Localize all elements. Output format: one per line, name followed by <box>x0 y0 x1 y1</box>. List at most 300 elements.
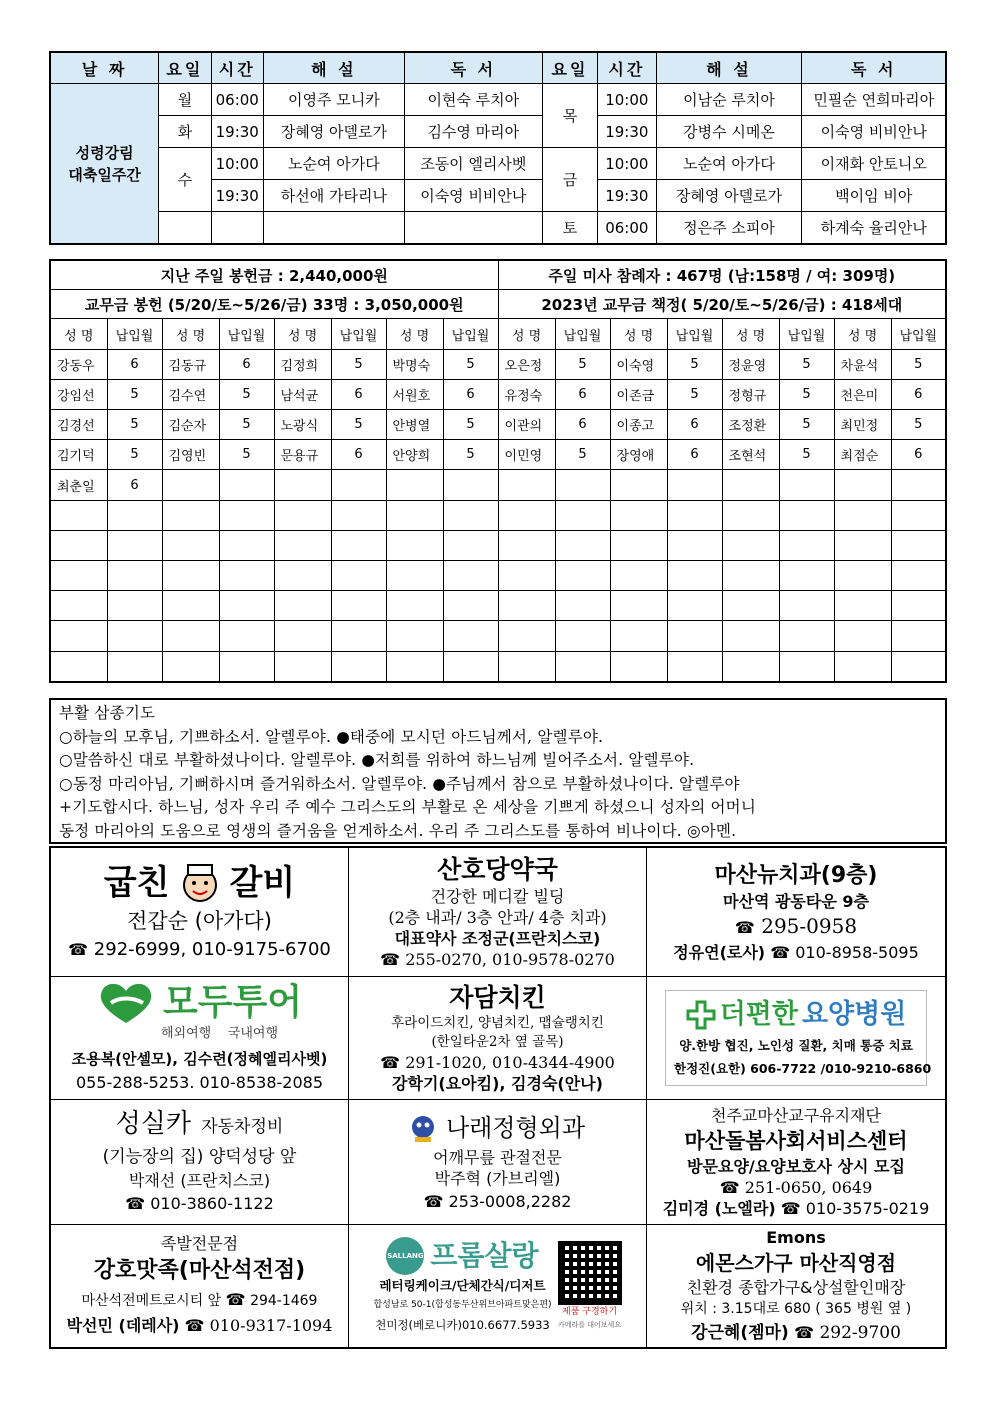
member-name <box>386 621 443 651</box>
paid-month <box>891 500 946 530</box>
member-name <box>274 500 331 530</box>
chicken-phone-line <box>380 1052 615 1073</box>
galbi-owner: 전갑순 (아가다) <box>127 909 272 933</box>
member-name <box>386 651 443 682</box>
chicken-menu: 후라이드치킨, 양념치킨, 맵슐랭치킨 <box>391 1015 604 1031</box>
member-name <box>50 500 107 530</box>
paid-month <box>779 530 834 560</box>
paid-month: 5 <box>667 379 722 409</box>
paid-month <box>331 470 386 500</box>
member-name: 조현석 <box>722 440 779 470</box>
care-phone-line <box>720 1177 873 1198</box>
member-name <box>50 530 107 560</box>
reading-cell: 김수영 마리아 <box>404 116 542 148</box>
ad-orthopedics <box>349 1100 647 1225</box>
phone-icon: ☎ <box>770 943 791 962</box>
member-name <box>498 621 555 651</box>
prayer-title: 부활 삼종기도 <box>59 704 156 722</box>
member-name: 문용규 <box>274 440 331 470</box>
jokbal-location-phone: 294-1469 <box>250 1293 318 1309</box>
offering-table <box>49 259 947 683</box>
paid-month <box>555 591 610 621</box>
paid-month <box>219 561 274 591</box>
ad-sallang <box>349 1225 647 1347</box>
phone-icon: ☎ <box>380 1053 401 1072</box>
header-date: 날 짜 <box>50 52 159 84</box>
member-name <box>834 530 891 560</box>
ad-pharmacy <box>349 848 647 977</box>
mascot-icon <box>410 1113 436 1143</box>
phone-icon: ☎ <box>225 1290 246 1309</box>
column-header-name: 성 명 <box>722 319 779 349</box>
paid-month <box>779 591 834 621</box>
table-row <box>50 410 946 440</box>
ortho-name: 나래정형외과 <box>445 1114 586 1142</box>
paid-month <box>107 651 162 682</box>
galbi-phone: 292-6999, 010-9175-6700 <box>93 939 331 960</box>
paid-month: 6 <box>555 410 610 440</box>
emons-phone-line <box>691 1320 901 1346</box>
member-name <box>834 651 891 682</box>
paid-month: 6 <box>891 440 946 470</box>
paid-month <box>219 591 274 621</box>
sallang-contact: 천미정(베로니카)010.6677.5933 <box>375 1318 550 1332</box>
paid-month <box>331 591 386 621</box>
paid-month <box>779 561 834 591</box>
reading-cell: 이숙영 비비안나 <box>404 180 542 212</box>
paid-month <box>443 530 498 560</box>
phone-icon: ☎ <box>423 1192 444 1211</box>
member-name <box>610 561 667 591</box>
column-header-name: 성 명 <box>386 319 443 349</box>
member-name: 조정환 <box>722 410 779 440</box>
heart-logo-icon <box>97 981 155 1025</box>
column-header-month: 납입월 <box>667 319 722 349</box>
dental-contact-phone: 010-8958-5095 <box>795 943 919 962</box>
member-name: 안양희 <box>386 440 443 470</box>
paid-month <box>555 470 610 500</box>
prayer-line: ○동정 마리아님, 기뻐하시며 즐거워하소서. 알렐루야. ●주님께서 참으로 부활하셨나이다. 알렐루야 <box>59 774 740 793</box>
sallang-qr-block <box>558 1241 622 1331</box>
pharmacy-phone: 255-0270, 010-9578-0270 <box>405 950 615 969</box>
header-time: 시간 <box>211 52 263 84</box>
paid-month: 6 <box>107 470 162 500</box>
jokbal-location: 마산석전메트로시티 앞 <box>81 1293 222 1309</box>
header-day: 요일 <box>159 52 211 84</box>
modutour-subtitle <box>161 1025 278 1043</box>
member-name <box>162 591 219 621</box>
medical-cross-icon <box>686 1000 716 1030</box>
paid-month: 5 <box>667 349 722 379</box>
time-cell: 10:00 <box>211 148 263 180</box>
care-contact-line <box>663 1198 930 1219</box>
paid-month: 6 <box>891 379 946 409</box>
member-name <box>162 651 219 682</box>
table-row <box>50 379 946 409</box>
member-name: 김수연 <box>162 379 219 409</box>
modutour-sub: 해외여행 <box>161 1026 212 1041</box>
member-name: 이관의 <box>498 410 555 440</box>
sallang-info <box>373 1236 551 1336</box>
time-cell: 10:00 <box>598 84 656 116</box>
care-organization: 천주교마산교구유지재단 <box>710 1106 882 1125</box>
modutour-people: 조용복(안셀모), 김수련(정혜엘리사벳) <box>71 1050 328 1068</box>
member-name <box>834 621 891 651</box>
time-cell: 10:00 <box>598 148 656 180</box>
member-name: 김정희 <box>274 349 331 379</box>
paid-month <box>107 621 162 651</box>
member-name <box>722 621 779 651</box>
column-header-name: 성 명 <box>498 319 555 349</box>
day-cell: 토 <box>542 212 597 245</box>
time-cell: 06:00 <box>211 84 263 116</box>
ortho-phone-line <box>424 1189 572 1215</box>
commentary-cell: 정은주 소피아 <box>656 212 802 245</box>
paid-month: 5 <box>331 349 386 379</box>
paid-month <box>107 530 162 560</box>
column-header-month: 납입월 <box>891 319 946 349</box>
paid-month <box>107 561 162 591</box>
car-owner: 박재선 (프란치스코) <box>128 1171 271 1190</box>
galbi-logo-text: 갈비 <box>229 863 296 903</box>
mass-attendance: 주일 미사 참례자 : 467명 (남:158명 / 여: 309명) <box>498 260 946 290</box>
column-header-month: 납입월 <box>443 319 498 349</box>
member-name: 최민정 <box>834 410 891 440</box>
chicken-location: (한일타운2차 옆 골목) <box>431 1034 564 1050</box>
member-name: 김경선 <box>50 410 107 440</box>
member-name <box>834 591 891 621</box>
paid-month: 5 <box>107 379 162 409</box>
column-header-month: 납입월 <box>555 319 610 349</box>
member-name <box>498 591 555 621</box>
member-name <box>50 621 107 651</box>
pharmacy-name: 산호당약국 <box>437 855 558 884</box>
table-row <box>50 621 946 651</box>
table-row <box>50 530 946 560</box>
modutour-phone: 055-288-5253. 010-8538-2085 <box>75 1073 324 1092</box>
dental-phone-line <box>735 912 857 942</box>
paid-month <box>667 561 722 591</box>
paid-month <box>331 530 386 560</box>
commentary-cell <box>263 212 404 245</box>
member-name: 강동우 <box>50 349 107 379</box>
ad-modutour <box>51 977 349 1100</box>
paid-month <box>667 530 722 560</box>
paid-month: 5 <box>779 379 834 409</box>
dental-location: 마산역 광동타운 9층 <box>723 892 869 911</box>
paid-month: 6 <box>667 440 722 470</box>
qr-label: 제품 구경하기 <box>562 1307 618 1317</box>
ad-dental <box>647 848 945 977</box>
reading-cell: 이재화 안토니오 <box>802 148 946 180</box>
hospital-description: 양.한방 협진, 노인성 질환, 치매 통증 치료 <box>679 1038 913 1053</box>
pharmacy-floors: (2층 내과/ 3층 안과/ 4층 치과) <box>388 908 607 927</box>
ad-emons <box>647 1225 945 1347</box>
care-phone: 251-0650, 0649 <box>744 1178 873 1197</box>
column-header-month: 납입월 <box>779 319 834 349</box>
jokbal-name: 강호맛족(마산석전점) <box>93 1258 306 1283</box>
day-cell: 화 <box>159 116 211 148</box>
member-name <box>386 561 443 591</box>
hospital-name-a: 더편한 <box>719 999 798 1030</box>
paid-month <box>443 591 498 621</box>
day-cell <box>159 212 211 245</box>
pharmacy-representative: 대표약사 조정군(프란치스코) <box>394 929 601 948</box>
member-name <box>610 651 667 682</box>
member-name: 차윤석 <box>834 349 891 379</box>
paid-month: 5 <box>443 410 498 440</box>
ortho-doctor: 박주혁 (가브리엘) <box>434 1169 561 1188</box>
time-cell: 19:30 <box>598 116 656 148</box>
member-name <box>162 470 219 500</box>
member-name <box>498 470 555 500</box>
commentary-cell: 이남순 루치아 <box>656 84 802 116</box>
table-row <box>50 591 946 621</box>
paid-month: 6 <box>331 379 386 409</box>
member-name <box>274 591 331 621</box>
member-name <box>722 561 779 591</box>
paid-month: 6 <box>555 379 610 409</box>
prayer-line: ○말씀하신 대로 부활하셨나이다. 알렐루야. ●저희를 위하여 하느님께 빌어주소서. 알렐루야. <box>59 751 695 769</box>
header-time: 시간 <box>598 52 656 84</box>
ortho-description: 어깨무릎 관절전문 <box>433 1148 562 1167</box>
regina-caeli-prayer <box>49 698 947 844</box>
member-name: 김영빈 <box>162 440 219 470</box>
paid-month <box>891 651 946 682</box>
column-header-name: 성 명 <box>50 319 107 349</box>
dues-offering: 교무금 봉헌 (5/20/토~5/26/금) 33명 : 3,050,000원 <box>50 290 498 319</box>
paid-month: 5 <box>891 410 946 440</box>
paid-month <box>891 561 946 591</box>
paid-month <box>219 621 274 651</box>
paid-month: 5 <box>555 349 610 379</box>
modutour-logo <box>97 981 302 1025</box>
paid-month: 5 <box>891 349 946 379</box>
paid-month <box>555 561 610 591</box>
emons-location: 위치 : 3.15대로 680 ( 365 병원 옆 ) <box>680 1300 912 1317</box>
ortho-title <box>410 1109 585 1147</box>
header-commentary: 해 설 <box>263 52 404 84</box>
member-name <box>610 591 667 621</box>
paid-month: 5 <box>219 379 274 409</box>
sallang-address: 합성남로 50-1(합성동두산위브아파트맞은편) <box>373 1300 552 1310</box>
reading-cell: 이숙영 비비안나 <box>802 116 946 148</box>
member-name <box>274 530 331 560</box>
member-name <box>162 530 219 560</box>
paid-month: 6 <box>443 379 498 409</box>
member-name: 노광식 <box>274 410 331 440</box>
ad-care-center <box>647 1100 945 1225</box>
member-name <box>50 651 107 682</box>
paid-month <box>219 530 274 560</box>
member-name: 남석균 <box>274 379 331 409</box>
ad-jokbal <box>51 1225 349 1347</box>
sallang-badge: SALLANG <box>386 1237 424 1275</box>
prayer-line: ○하늘의 모후님, 기쁘하소서. 알렐루야. ●태중에 모시던 아드님께서, 알렐루야. <box>59 727 604 746</box>
commentary-cell: 노순여 아가다 <box>656 148 802 180</box>
paid-month <box>555 530 610 560</box>
column-header-month: 납입월 <box>107 319 162 349</box>
member-name <box>386 530 443 560</box>
paid-month <box>555 651 610 682</box>
paid-month <box>443 651 498 682</box>
member-name <box>498 500 555 530</box>
paid-month <box>779 651 834 682</box>
paid-month <box>667 470 722 500</box>
member-name <box>722 651 779 682</box>
last-week-offering: 지난 주일 봉헌금 : 2,440,000원 <box>50 260 498 290</box>
column-header-name: 성 명 <box>610 319 667 349</box>
paid-month: 5 <box>555 440 610 470</box>
care-name: 마산돌봄사회서비스센터 <box>684 1129 908 1153</box>
header-commentary: 해 설 <box>656 52 802 84</box>
member-name: 이숙영 <box>610 349 667 379</box>
column-header-name: 성 명 <box>162 319 219 349</box>
paid-month: 5 <box>107 440 162 470</box>
dental-name: 마산뉴치과(9층) <box>714 863 878 888</box>
hospital-card <box>665 990 932 1086</box>
paid-month <box>331 651 386 682</box>
table-row <box>50 470 946 500</box>
commentary-cell: 장혜영 아델로가 <box>263 116 404 148</box>
member-name: 유정숙 <box>498 379 555 409</box>
phone-icon: ☎ <box>794 1322 815 1342</box>
time-cell <box>211 212 263 245</box>
column-header-month: 납입월 <box>331 319 386 349</box>
member-name: 김순자 <box>162 410 219 440</box>
car-title <box>116 1107 284 1144</box>
paid-month: 5 <box>779 440 834 470</box>
member-name <box>722 530 779 560</box>
paid-month <box>891 530 946 560</box>
commentary-cell: 장혜영 아델로가 <box>656 180 802 212</box>
header-reading: 독 서 <box>802 52 946 84</box>
ad-chicken <box>349 977 647 1100</box>
modutour-logo-text: 모두투어 <box>162 982 303 1023</box>
phone-icon: ☎ <box>125 1194 146 1213</box>
care-description: 방문요양/요양보호사 상시 모집 <box>687 1157 905 1176</box>
paid-month <box>667 651 722 682</box>
commentary-cell: 하선애 가타리나 <box>263 180 404 212</box>
jokbal-location-line <box>82 1288 318 1313</box>
paid-month <box>667 591 722 621</box>
member-name <box>274 470 331 500</box>
dental-contact: 정유연(로사) <box>673 943 766 962</box>
paid-month <box>331 500 386 530</box>
member-name <box>386 470 443 500</box>
member-name: 천은미 <box>834 379 891 409</box>
car-phone-line <box>125 1191 274 1217</box>
paid-month <box>107 500 162 530</box>
car-name: 성실카 <box>115 1109 192 1139</box>
column-header-month: 납입월 <box>219 319 274 349</box>
member-name <box>610 470 667 500</box>
member-name: 장영애 <box>610 440 667 470</box>
pharmacy-phone-line <box>380 949 615 970</box>
pharmacy-building: 건강한 메디칼 빌딩 <box>430 887 565 906</box>
member-name: 서원호 <box>386 379 443 409</box>
paid-month <box>219 500 274 530</box>
hospital-contact: 한정진(요한) 606-7722 /010-9210-6860 <box>674 1061 932 1076</box>
galbi-logo <box>104 861 295 905</box>
header-reading: 독 서 <box>404 52 542 84</box>
member-name: 최춘일 <box>50 470 107 500</box>
commentary-cell: 강병수 시메온 <box>656 116 802 148</box>
reading-cell: 이현숙 루치아 <box>404 84 542 116</box>
member-name <box>274 651 331 682</box>
schedule-table <box>49 51 947 245</box>
paid-month <box>779 500 834 530</box>
dues-assessment: 2023년 교무금 책정( 5/20/토~5/26/금) : 418세대 <box>498 290 946 319</box>
reading-cell <box>404 212 542 245</box>
member-name <box>834 561 891 591</box>
table-row <box>50 500 946 530</box>
day-cell: 금 <box>542 148 597 212</box>
paid-month <box>331 561 386 591</box>
qr-code-icon[interactable] <box>558 1241 622 1305</box>
car-phone: 010-3860-1122 <box>150 1194 274 1213</box>
sallang-name: 프롬살랑 <box>430 1239 539 1272</box>
jokbal-phone: 010-9317-1094 <box>209 1316 333 1335</box>
emons-description: 친환경 종합가구&상설할인매장 <box>686 1277 906 1297</box>
member-name: 안병열 <box>386 410 443 440</box>
phone-icon: ☎ <box>734 918 755 937</box>
ad-galbi <box>51 848 349 977</box>
member-name: 이종고 <box>610 410 667 440</box>
ad-car-repair <box>51 1100 349 1225</box>
modutour-sub: 국내여행 <box>227 1026 278 1041</box>
member-name <box>386 500 443 530</box>
paid-month <box>891 470 946 500</box>
paid-month <box>443 470 498 500</box>
paid-month <box>667 500 722 530</box>
dental-contact-line <box>673 942 919 963</box>
paid-month <box>779 621 834 651</box>
paid-month <box>667 621 722 651</box>
day-cell: 수 <box>159 148 211 212</box>
period-label <box>50 84 159 245</box>
phone-icon: ☎ <box>184 1316 205 1335</box>
paid-month <box>891 621 946 651</box>
member-name <box>50 591 107 621</box>
emons-phone: 292-9700 <box>819 1322 901 1343</box>
member-name <box>274 621 331 651</box>
member-name: 박명숙 <box>386 349 443 379</box>
paid-month <box>219 651 274 682</box>
member-name: 오은정 <box>498 349 555 379</box>
member-name <box>274 561 331 591</box>
hospital-logo <box>674 995 918 1035</box>
column-header-name: 성 명 <box>834 319 891 349</box>
car-location: (기능장의 집) 양덕성당 앞 <box>102 1147 297 1167</box>
paid-month: 6 <box>331 440 386 470</box>
paid-month: 5 <box>219 440 274 470</box>
member-name <box>162 561 219 591</box>
care-contact: 김미경 (노엘라) <box>662 1199 776 1218</box>
paid-month <box>107 591 162 621</box>
chicken-name: 자담치킨 <box>449 983 546 1012</box>
emons-owner: 강근혜(젬마) <box>691 1322 789 1343</box>
jokbal-owner: 박선민 (데레사) <box>66 1316 180 1335</box>
sallang-logo <box>386 1236 538 1276</box>
member-name: 김기덕 <box>50 440 107 470</box>
member-name <box>722 500 779 530</box>
paid-month <box>331 621 386 651</box>
column-header-name: 성 명 <box>274 319 331 349</box>
commentary-cell: 이영주 모니카 <box>263 84 404 116</box>
phone-icon: ☎ <box>380 950 401 969</box>
reading-cell: 하계숙 율리안나 <box>802 212 946 245</box>
